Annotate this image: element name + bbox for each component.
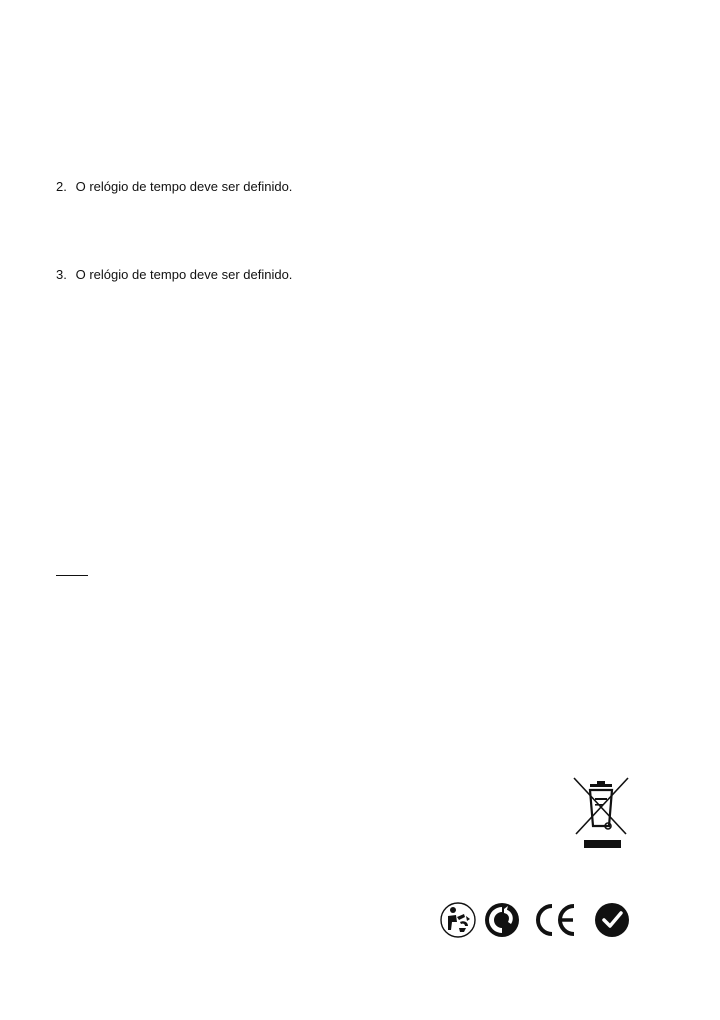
green-dot-icon bbox=[484, 902, 520, 938]
check-circle-icon bbox=[594, 902, 630, 938]
instruction-text: O relógio de tempo deve ser definido. bbox=[75, 179, 293, 194]
compliance-marks bbox=[440, 902, 630, 938]
instruction-item-2 bbox=[56, 179, 292, 195]
instruction-number: 2. bbox=[56, 179, 67, 194]
triman-icon bbox=[440, 902, 476, 938]
ce-mark-icon bbox=[532, 902, 578, 938]
instruction-item-3 bbox=[56, 267, 292, 283]
footnote-divider bbox=[56, 575, 88, 576]
instruction-number: 3. bbox=[56, 267, 67, 282]
weee-bin-icon bbox=[570, 776, 632, 850]
instruction-text: O relógio de tempo deve ser definido. bbox=[75, 267, 293, 282]
